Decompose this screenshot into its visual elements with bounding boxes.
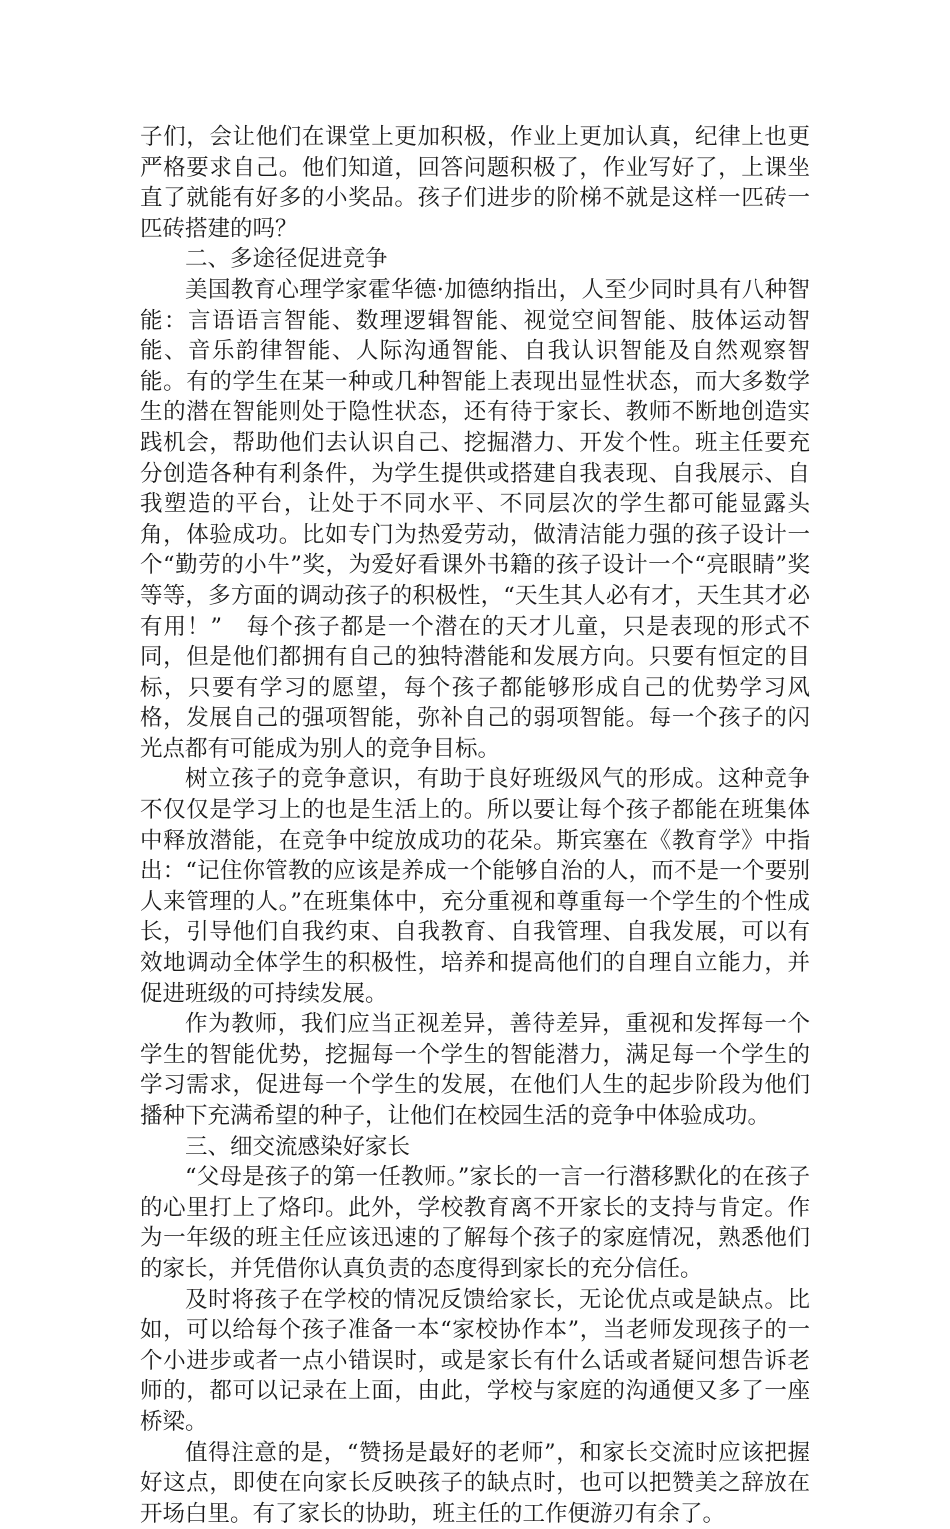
paragraph-continuation: 子们，会让他们在课堂上更加积极，作业上更加认真，纪律上也更严格要求自己。他们知道，回答问题积极了，作业写好了，上课坐直了就能有好多的小奖品。孩子们进步的阶梯不就是这样一匹砖一匹砖搭建的吗？ xyxy=(140,124,810,242)
paragraph: 值得注意的是，“赞扬是最好的老师”，和家长交流时应该把握好这点，即使在向家长反映孩子的缺点时，也可以把赞美之辞放在开场白里。有了家长的协助，班主任的工作便游刃有余了。 xyxy=(140,1439,810,1527)
paragraph: 树立孩子的竞争意识，有助于良好班级风气的形成。这种竞争不仅仅是学习上的也是生活上的。所以要让每个孩子都能在班集体中释放潜能，在竞争中绽放成功的花朵。斯宾塞在《教育学》中指出：“记住你管教的应该是养成一个能够自治的人，而不是一个要别人来管理的人。”在班集体中，充分重视和尊重每一个学生的个性成长，引导他们自我约束、自我教育、自我管理、自我发展，可以有效地调动全体学生的积极性，培养和提高他们的自理自立能力，并促进班级的可持续发展。 xyxy=(140,766,810,1007)
paragraph: 作为教师，我们应当正视差异，善待差异，重视和发挥每一个学生的智能优势，挖掘每一个学生的智能潜力，满足每一个学生的学习需求，促进每一个学生的发展，在他们人生的起步阶段为他们播种下充满希望的种子，让他们在校园生活的竞争中体验成功。 xyxy=(140,1011,810,1129)
paragraph: 美国教育心理学家霍华德·加德纳指出，人至少同时具有八种智能：言语语言智能、数理逻辑智能、视觉空间智能、肢体运动智能、音乐韵律智能、人际沟通智能、自我认识智能及自然观察智能。有的学生在某一种或几种智能上表现出显性状态，而大多数学生的潜在智能则处于隐性状态，还有待于家长、教师不断地创造实践机会，帮助他们去认识自己、挖掘潜力、开发个性。班主任要充分创造各种有利条件，为学生提供或搭建自我表现、自我展示、自我塑造的平台，让处于不同水平、不同层次的学生都可能显露头角，体验成功。比如专门为热爱劳动，做清洁能力强的孩子设计一个“勤劳的小牛”奖，为爱好看课外书籍的孩子设计一个“亮眼睛”奖等等，多方面的调动孩子的积极性，“天生其人必有才，天生其才必有用！” 每个孩子都是一个潜在的天才儿童，只是表现的形式不同，但是他们都拥有自己的独特潜能和发展方向。只要有恒定的目标，只要有学习的愿望，每个孩子都能够形成自己的优势学习风格，发展自己的强项智能，弥补自己的弱项智能。每一个孩子的闪光点都有可能成为别人的竞争目标。 xyxy=(140,276,810,762)
paragraph: “父母是孩子的第一任教师。”家长的一言一行潜移默化的在孩子的心里打上了烙印。此外，学校教育离不开家长的支持与肯定。作为一年级的班主任应该迅速的了解每个孩子的家庭情况，熟悉他们的家长，并凭借你认真负责的态度得到家长的充分信任。 xyxy=(140,1164,810,1282)
document-body xyxy=(140,122,810,1529)
section-heading-2: 二、多途径促进竞争 xyxy=(185,246,388,273)
paragraph: 及时将孩子在学校的情况反馈给家长，无论优点或是缺点。比如，可以给每个孩子准备一本“家校协作本”，当老师发现孩子的一个小进步或者一点小错误时，或是家长有什么话或者疑问想告诉老师的，都可以记录在上面，由此，学校与家庭的沟通便又多了一座桥梁。 xyxy=(140,1286,810,1435)
section-heading-3: 三、细交流感染好家长 xyxy=(185,1133,411,1160)
